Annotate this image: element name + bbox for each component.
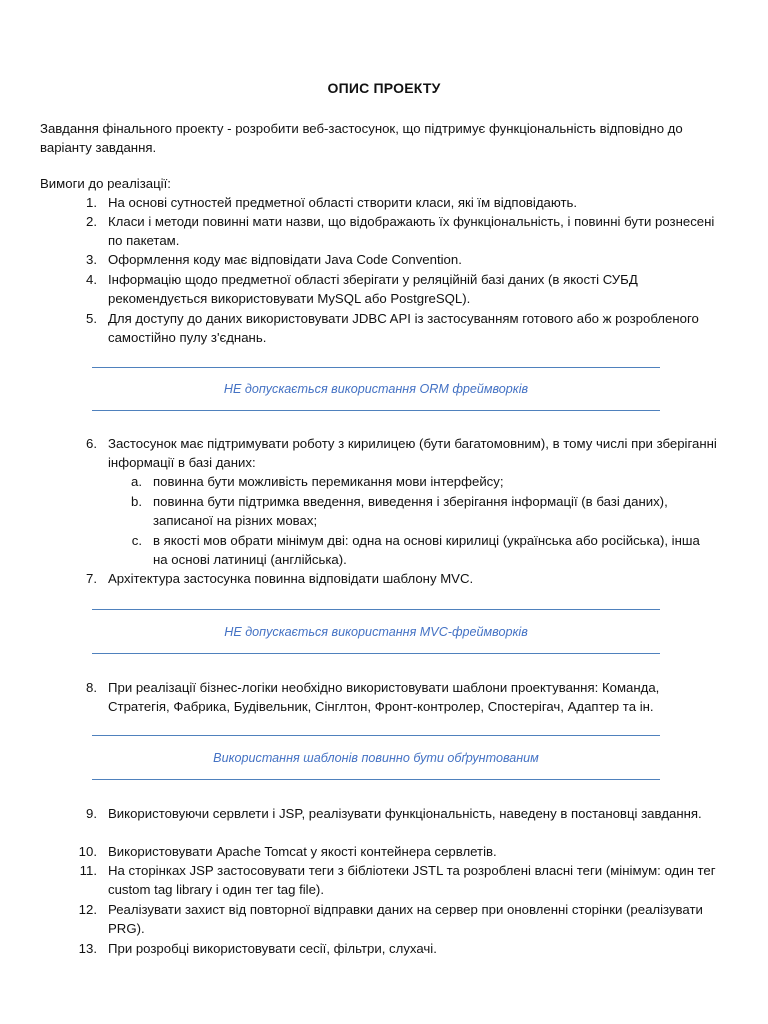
item-number: 6. (86, 436, 97, 451)
item-text: Інформацію щодо предметної області зберігати у реляційній базі даних (в якості СУБД рекомендується використовувати MySQL або PostgreSQL). (108, 272, 638, 306)
note-top-rule (92, 367, 660, 368)
note-top-rule (92, 735, 660, 736)
subitem-text: повинна бути можливість перемикання мови інтерфейсу; (153, 474, 504, 489)
item-number: 4. (86, 272, 97, 287)
requirements-heading: Вимоги до реалізації: (40, 176, 171, 191)
subitem-text: повинна бути підтримка введення, виведення і зберігання інформації (в базі даних), записаної на різних мовах; (153, 494, 668, 528)
item-text: Застосунок має підтримувати роботу з кирилицею (бути багатомовним), в тому числі при зберіганні інформації в базі даних: (108, 436, 717, 470)
subitem-letter: b. (131, 494, 142, 509)
item-text: Реалізувати захист від повторної відправки даних на сервер при оновленні сторінки (реалізувати PRG). (108, 902, 703, 936)
item-number: 8. (86, 680, 97, 695)
note-bottom-rule (92, 653, 660, 654)
subitem-letter: a. (131, 474, 142, 489)
intro-paragraph: Завдання фінального проекту - розробити веб-застосунок, що підтримує функціональність відповідно до варіанту завдання. (40, 121, 683, 155)
item-text: Класи і методи повинні мати назви, що відображають їх функціональність, і повинні бути рознесені по пакетам. (108, 214, 715, 248)
item-number: 11. (79, 863, 97, 878)
item-text: При реалізації бізнес-логіки необхідно використовувати шаблони проектування: Команда, Стратегія, Фабрика, Будівельник, Сінглтон, Фронт-контролер, Спостерігач, Адаптер та ін. (108, 680, 660, 714)
item-text: Архітектура застосунка повинна відповідати шаблону MVC. (108, 571, 474, 586)
subitem-letter: c. (131, 533, 142, 548)
document-title: ОПИС ПРОЕКТУ (327, 80, 441, 96)
item-text: Використовуючи сервлети і JSP, реалізувати функціональність, наведену в постановці завдання. (108, 806, 702, 821)
item-text: На сторінках JSP застосовувати теги з бібліотеки JSTL та розроблені власні теги (мінімум: один тег custom tag library і один тег tag file). (108, 863, 716, 897)
note-top-rule (92, 609, 660, 610)
subitem-text: в якості мов обрати мінімум дві: одна на основі кирилиці (українська або російська), інша на основі латиниці (англійська). (153, 533, 700, 567)
item-number: 13. (78, 941, 97, 956)
item-number: 5. (86, 311, 97, 326)
item-number: 10. (78, 844, 97, 859)
item-text: При розробці використовувати сесії, фільтри, слухачі. (108, 941, 437, 956)
note-bottom-rule (92, 779, 660, 780)
item-number: 7. (86, 571, 97, 586)
item-text: Використовувати Apache Tomcat у якості контейнера сервлетів. (108, 844, 497, 859)
item-number: 12. (78, 902, 97, 917)
item-number: 1. (86, 195, 97, 210)
item-number: 9. (86, 806, 97, 821)
note-bottom-rule (92, 410, 660, 411)
item-number: 2. (86, 214, 97, 229)
item-text: Для доступу до даних використовувати JDBC API із застосуванням готового або ж розробленого самостійно пулу з'єднань. (108, 311, 699, 345)
note-patterns: Використання шаблонів повинно бути обґрунтованим (213, 751, 539, 765)
note-mvc: НЕ допускається використання MVC-фреймворків (224, 625, 528, 639)
item-text: Оформлення коду має відповідати Java Code Convention. (108, 252, 462, 267)
item-text: На основі сутностей предметної області створити класи, які їм відповідають. (108, 195, 578, 210)
note-orm: НЕ допускається використання ORM фреймворків (223, 382, 529, 396)
item-number: 3. (86, 252, 97, 267)
